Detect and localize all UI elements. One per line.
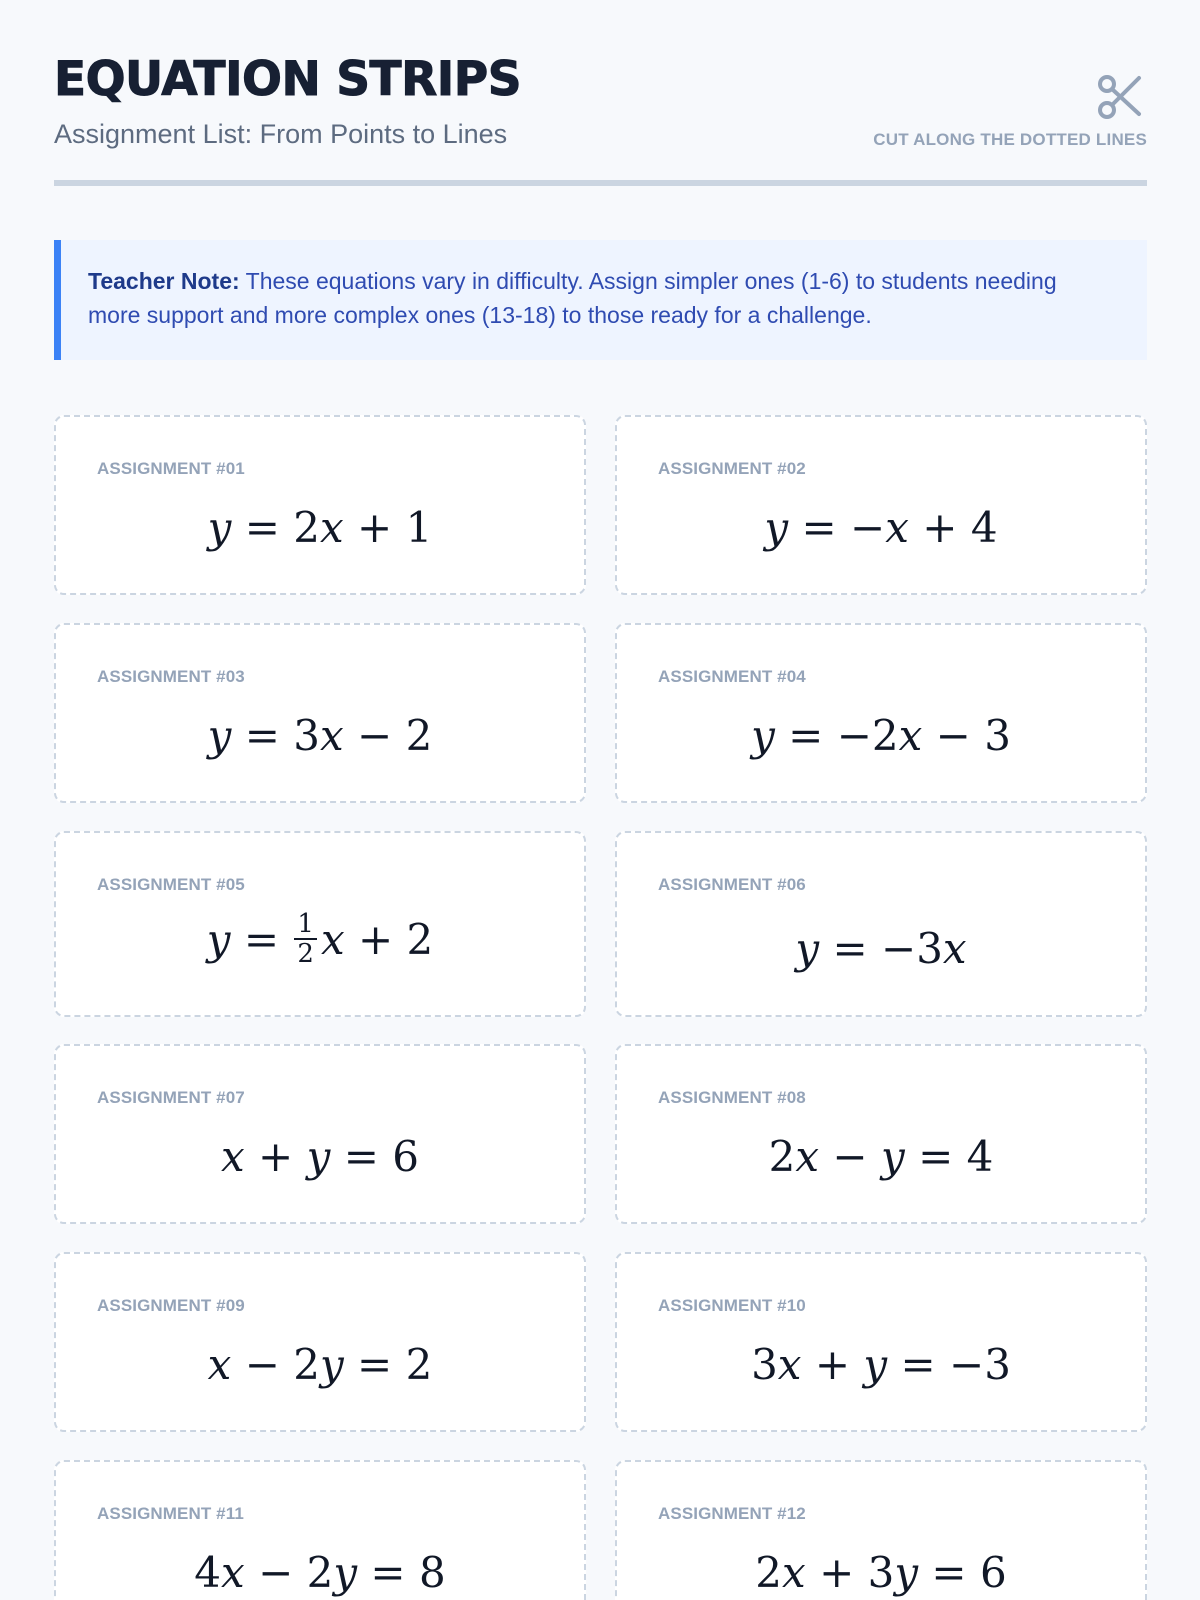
- assignment-card[interactable]: [615, 1044, 1147, 1224]
- assignment-equation: 2x + 3y = 6: [755, 1548, 1007, 1597]
- assignment-label: ASSIGNMENT #10: [658, 1296, 806, 1315]
- assignment-card[interactable]: [54, 415, 586, 595]
- page-subtitle: Assignment List: From Points to Lines: [54, 119, 508, 149]
- worksheet-page: [54, 0, 1147, 1597]
- assignment-equation: y = 3x − 2: [207, 711, 433, 760]
- assignment-equation: x − 2y = 2: [207, 1340, 433, 1389]
- assignment-label: ASSIGNMENT #09: [97, 1296, 245, 1315]
- cut-label: CUT ALONG THE DOTTED LINES: [873, 130, 1147, 149]
- assignment-card[interactable]: [54, 623, 586, 803]
- assignment-card[interactable]: [54, 831, 586, 1017]
- assignment-equation: y = $\frac{1}{2}$ x + 2: [206, 909, 434, 969]
- fraction: [294, 911, 317, 967]
- teacher-note: [54, 240, 1147, 360]
- assignment-equation: y = −2x − 3: [751, 711, 1011, 760]
- assignment-equation: x + y = 6: [221, 1132, 419, 1181]
- assignment-label: ASSIGNMENT #02: [658, 459, 806, 478]
- assignment-label: ASSIGNMENT #12: [658, 1504, 806, 1523]
- assignment-card[interactable]: [54, 1044, 586, 1224]
- assignment-label: ASSIGNMENT #08: [658, 1088, 806, 1107]
- fraction-numerator: 1: [294, 911, 317, 940]
- assignment-card[interactable]: [615, 1252, 1147, 1432]
- scissors-icon: [1097, 72, 1147, 122]
- assignment-label: ASSIGNMENT #04: [658, 667, 806, 686]
- assignment-label: ASSIGNMENT #11: [97, 1504, 244, 1523]
- assignment-equation: 3x + y = −3: [751, 1340, 1011, 1389]
- assignment-label: ASSIGNMENT #01: [97, 459, 245, 478]
- header-divider: [54, 180, 1147, 186]
- teacher-note-text: These equations vary in difficulty. Assign simpler ones (1-6) to students needing more support and more complex ones (13-18) to those ready for a challenge.: [88, 268, 1057, 328]
- page-title: EQUATION STRIPS: [54, 52, 522, 107]
- assignment-card[interactable]: [54, 1460, 586, 1600]
- assignment-card[interactable]: [615, 623, 1147, 803]
- fraction-denominator: 2: [297, 939, 314, 969]
- page-header: [54, 0, 1147, 190]
- teacher-note-label: Teacher Note:: [88, 268, 240, 294]
- assignment-label: ASSIGNMENT #06: [658, 875, 806, 894]
- assignment-label: ASSIGNMENT #07: [97, 1088, 245, 1107]
- assignment-label: ASSIGNMENT #03: [97, 667, 245, 686]
- assignment-card[interactable]: [615, 831, 1147, 1017]
- assignment-card[interactable]: [615, 415, 1147, 595]
- assignment-equation: y = −3x: [795, 924, 967, 973]
- assignment-equation: y = −x + 4: [764, 503, 998, 552]
- assignment-card[interactable]: [615, 1460, 1147, 1600]
- assignment-label: ASSIGNMENT #05: [97, 875, 245, 894]
- assignment-card[interactable]: [54, 1252, 586, 1432]
- assignment-equation: 4x − 2y = 8: [194, 1548, 446, 1597]
- cut-instruction: [847, 70, 1147, 160]
- assignment-equation: 2x − y = 4: [768, 1132, 994, 1181]
- assignment-equation: y = 2x + 1: [207, 503, 433, 552]
